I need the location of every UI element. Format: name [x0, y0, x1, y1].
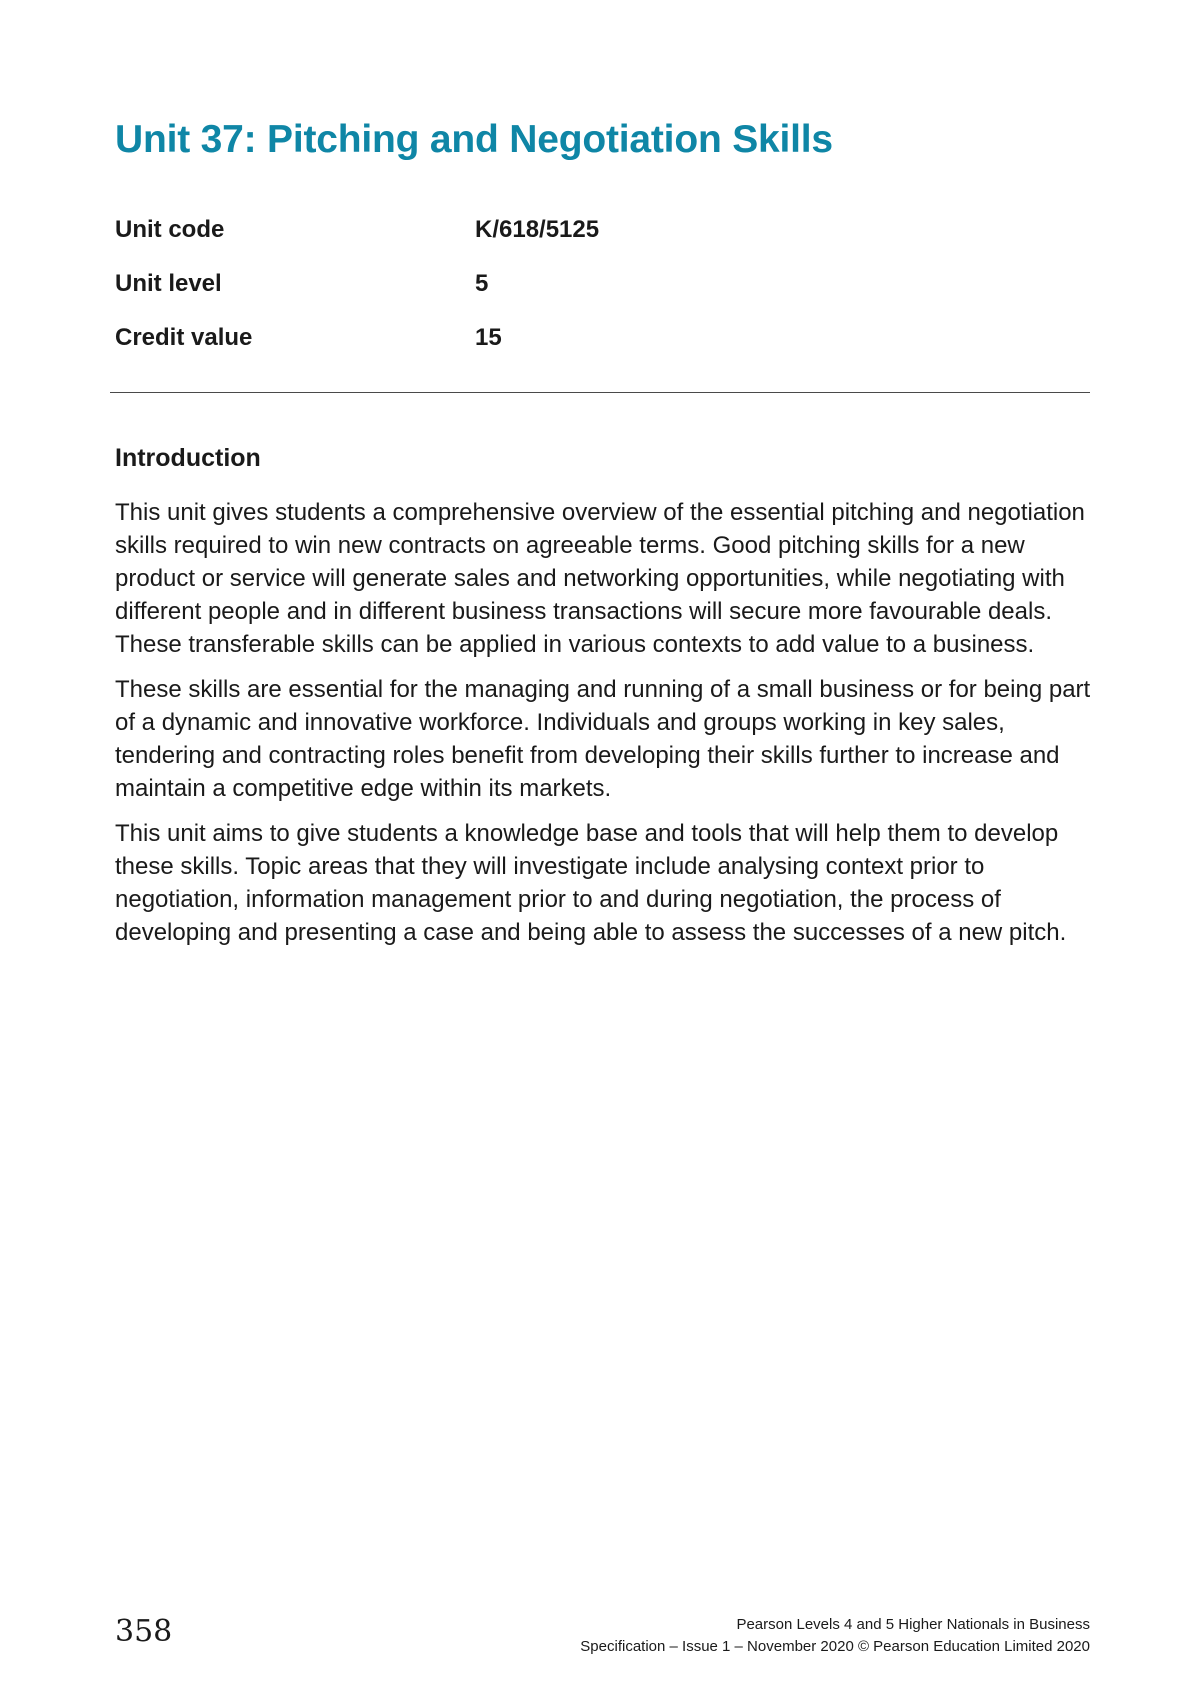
- credit-value-row: [115, 324, 599, 378]
- unit-code-row: [115, 216, 599, 270]
- credit-value-label: Credit value: [115, 324, 253, 351]
- footer-publication-title: Pearson Levels 4 and 5 Higher Nationals in Business: [736, 1616, 1090, 1633]
- introduction-paragraph-1: This unit gives students a comprehensive overview of the essential pitching and negotiation skills required to win new contracts on agreeable terms. Good pitching skills for a new product or service will generate sales and networking opportunities, while negotiating with different people and in different business transactions will secure more favourable deals. These transferable skills can be applied in various contexts to add value to a business.: [115, 499, 1085, 658]
- introduction-body: [115, 496, 1095, 961]
- unit-code-label: Unit code: [115, 216, 225, 243]
- introduction-heading: Introduction: [115, 444, 261, 472]
- unit-level-value: 5: [475, 270, 489, 297]
- section-divider: [110, 392, 1090, 393]
- page-title: Unit 37: Pitching and Negotiation Skills: [115, 118, 833, 161]
- unit-level-label: Unit level: [115, 270, 222, 297]
- introduction-paragraph-2: These skills are essential for the managing and running of a small business or for being part of a dynamic and innovative workforce. Individuals and groups working in key sales, tendering and contracting roles benefit from developing their skills further to increase and maintain a competitive edge within its markets.: [115, 676, 1091, 802]
- page-footer: [580, 1614, 1090, 1658]
- footer-specification-info: Specification – Issue 1 – November 2020 © Pearson Education Limited 2020: [580, 1638, 1090, 1655]
- page-number: 358: [115, 1614, 173, 1649]
- introduction-paragraph-3: This unit aims to give students a knowledge base and tools that will help them to develop these skills. Topic areas that they will investigate include analysing context prior to negotiation, information management prior to and during negotiation, the process of developing and presenting a case and being able to assess the successes of a new pitch.: [115, 820, 1067, 946]
- unit-level-row: [115, 270, 599, 324]
- unit-info-table: [115, 216, 599, 378]
- credit-value-value: 15: [475, 324, 502, 351]
- unit-code-value: K/618/5125: [475, 216, 600, 243]
